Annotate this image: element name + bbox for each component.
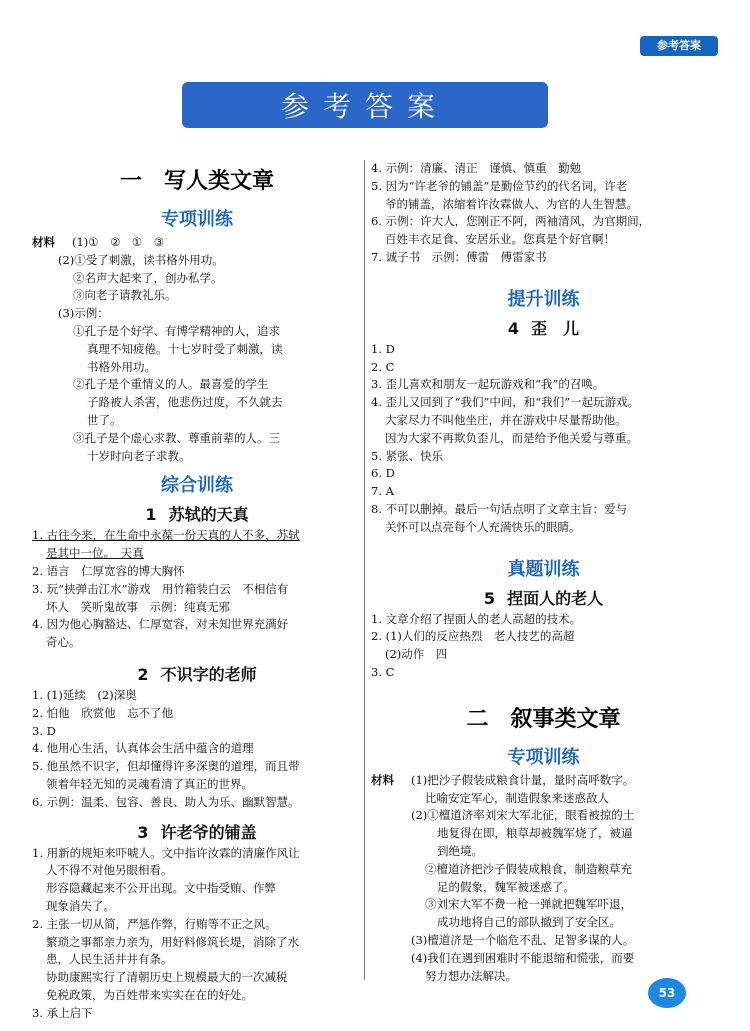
page-title: 参考答案	[280, 90, 449, 123]
article-title: 歪 儿	[531, 318, 580, 338]
answer-line: 1. D	[371, 341, 395, 356]
answer-line: 4. 因为他心胸豁达、仁厚宽容，对未知世界充满好	[32, 617, 289, 632]
answer-line: 成功地将自己的部队撤到了安全区。	[437, 915, 621, 930]
title-banner	[182, 82, 548, 128]
article-number: 4	[507, 318, 520, 338]
answer-line: 百姓丰衣足食、安居乐业。您真是个好官啊！	[385, 232, 615, 247]
answer-line: 4. 他用心生活，认真体会生活中蕴含的道理	[32, 741, 254, 756]
answer-line: 6. D	[371, 466, 395, 481]
answer-line: ②孔子是个重情义的人。最喜爱的学生	[73, 377, 269, 392]
article-title: 许老爷的铺盖	[160, 822, 257, 842]
answer-line: 4. 示例：清廉、清正 谨慎、慎重 勤勉	[371, 161, 582, 175]
answer-line: 5. 因为“许老爷的铺盖”是勤俭节约的代名词，许老	[371, 178, 628, 193]
section-heading-zhenti: 真题训练	[507, 558, 580, 580]
answer-line: 真理不知疲倦。十七岁时受了刺激，读	[87, 341, 283, 356]
answer-line: 比喻安定军心，制造假象来迷惑敌人	[425, 790, 609, 805]
article-5-heading	[371, 586, 716, 609]
answer-line: 奇心。	[46, 635, 81, 650]
answer-line: 爷的铺盖，浓缩着许汝霖做人、为官的人生智慧。	[385, 196, 638, 211]
answer-line: 2. (1)人们的反应热烈 老人技艺的高超	[371, 629, 575, 644]
answer-line: 7. A	[371, 484, 394, 499]
article-number: 5	[483, 588, 496, 608]
article-title: 不识字的老师	[160, 664, 257, 684]
left-column	[32, 160, 362, 1022]
answer-line: ③向老子请教礼乐。	[73, 288, 177, 303]
answer-line: 2. C	[371, 359, 395, 374]
answer-line: 6. 示例：温柔、包容、善良、助人为乐、幽默智慧。	[32, 794, 300, 809]
answer-line: 患，人民生活井井有条。	[46, 952, 173, 967]
answer-line: 3. 玩“挟弹击江水”游戏 用竹箱装白云 不相信有	[32, 581, 289, 596]
answer-line: 努力想办法解决。	[425, 968, 517, 983]
chapter-number: 一	[119, 169, 142, 194]
material-answers-2	[371, 772, 716, 986]
answer-line: 地复得在即，粮草却被魏军烧了，被逼	[437, 826, 633, 841]
answer-line: ②檀道济把沙子假装成粮食，制造粮草充	[425, 861, 632, 876]
answer-line: 十岁时向老子求教。	[87, 448, 191, 463]
answer-line: 3. C	[371, 664, 395, 679]
answer-line: 1. (1)延续 (2)深奥	[32, 687, 137, 702]
article-number: 1	[145, 505, 157, 525]
answer-line: 3. D	[32, 723, 56, 738]
answer-line: 免税政策，为百姓带来实实在在的好处。	[46, 987, 253, 1002]
article-1-heading	[32, 502, 362, 525]
material-label: 材料	[371, 772, 394, 787]
answer-key-tab: 参考答案	[640, 36, 718, 56]
answer-line: 是其中一位。 天真	[46, 546, 144, 561]
answer-line: (2)动作 四	[385, 647, 448, 662]
article-title: 苏轼的天真	[168, 505, 249, 525]
chapter-2-heading	[371, 702, 716, 733]
material-answers	[32, 234, 362, 465]
answer-line: 到绝境。	[437, 843, 483, 858]
article-title: 捏面人的老人	[507, 588, 604, 608]
answer-line: 现象消失了。	[46, 898, 115, 913]
answer-line: 3. 歪儿喜欢和朋友一起玩游戏和“我”的召唤。	[371, 377, 605, 392]
answer-line: 协助康熙实行了清朝历史上规模最大的一次减税	[46, 970, 288, 985]
answer-line: 大家尽力不叫他坐庄，并在游戏中尽量帮助他。	[385, 412, 627, 427]
chapter-1-heading	[32, 164, 362, 195]
page-number: 53	[648, 978, 686, 1008]
answer-line: 6. 示例：许大人，您刚正不阿，两袖清风，为官期间，	[371, 214, 651, 229]
article-3-heading	[32, 820, 362, 843]
article-number: 2	[137, 664, 149, 684]
answer-line: ①孔子是个好学、有博学精神的人，追求	[73, 323, 280, 338]
section-heading-zhuanxiang-2: 专项训练	[507, 746, 580, 768]
answer-line: (1)把沙子假装成粮食计量，量时高呼数字。	[411, 772, 635, 787]
answer-line: 4. 歪儿又回到了“我们”中间，和“我们”一起玩游戏。	[371, 395, 640, 410]
answer-line: ③刘宋大军不费一枪一弹就把魏军吓退，	[425, 897, 632, 912]
chapter-title: 叙事类文章	[510, 706, 621, 732]
answer-line: (1)① ② ① ③	[72, 235, 165, 249]
article-4-heading	[371, 316, 716, 339]
answer-line: 人不得不对他另眼相看。	[46, 863, 173, 878]
answer-line: 世了。	[87, 412, 122, 427]
answer-line: 领着年轻无知的灵魂看清了真正的世界。	[46, 776, 253, 791]
answer-line: 2. 怕他 欣赏他 忘不了他	[32, 705, 174, 720]
answer-line: (2)①檀道济率刘宋大军北征，眼看被掠的土	[411, 808, 635, 823]
chapter-number: 二	[466, 706, 489, 732]
answer-line: (3)檀道济是一个临危不乱、足智多谋的人。	[411, 932, 635, 947]
section-heading-zonghe: 综合训练	[161, 475, 233, 497]
answer-line: 2. 语言 仁厚宽容的博大胸怀	[32, 563, 185, 578]
answer-line: 5. 紧张、快乐	[371, 448, 444, 463]
answer-line: (3)示例：	[58, 306, 109, 321]
answer-line: 书格外用功。	[87, 359, 156, 374]
article-2-heading	[32, 662, 362, 685]
chapter-title: 写人类文章	[164, 169, 275, 194]
answer-line: 1. 文章介绍了捏面人的老人高超的技术。	[371, 611, 582, 626]
answer-line: 2. 主张一切从简，严惩作弊，行贿等不正之风。	[32, 916, 277, 931]
answer-line: 1. 古往今来，在生命中永葆一份天真的人不多，苏轼	[32, 528, 300, 543]
section-heading-tisheng: 提升训练	[507, 288, 580, 310]
answer-line: 8. 不可以删掉。最后一句话点明了文章主旨：爱与	[371, 501, 628, 516]
material-label: 材料	[32, 235, 55, 249]
answer-line: 7. 诚子书 示例：傅雷 傅雷家书	[371, 249, 547, 264]
answer-line: (2)①受了刺激，读书格外用功。	[58, 252, 224, 267]
answer-line: ③孔子是个虚心求教、尊重前辈的人。三	[73, 430, 280, 445]
column-divider	[364, 160, 365, 980]
answer-line: (4)我们在遇到困难时不能退缩和慌张，而要	[411, 950, 635, 965]
answer-line: 1. 用新的规矩来吓唬人。文中指许汝霖的清廉作风让	[32, 845, 300, 860]
answer-line: 坏人 笑听鬼故事 示例：纯真无邪	[46, 599, 230, 614]
answer-line: 子路被人杀害，他悲伤过度，不久就去	[87, 395, 283, 410]
answer-line: 关怀可以点亮每个人充满快乐的眼睛。	[385, 519, 581, 534]
answer-line: 足的假象，魏军被迷惑了。	[437, 879, 575, 894]
answer-line: 5. 他虽然不识字，但却懂得许多深奥的道理，而且带	[32, 759, 300, 774]
answer-line: 形容隐藏起来不公开出现。文中指受贿、作弊	[46, 881, 276, 896]
answer-line: ②名声大起来了，创办私学。	[73, 270, 223, 285]
section-heading-zhuanxiang: 专项训练	[161, 209, 233, 230]
right-column	[371, 160, 716, 985]
answer-line: 繁琐之事都亲力亲为，用好料修筑长堤，消除了水	[46, 934, 299, 949]
answer-line: 因为大家不再欺负歪儿，而是给予他关爱与尊重。	[385, 430, 638, 445]
article-number: 3	[137, 822, 149, 842]
answer-line: 3. 承上启下	[32, 1005, 93, 1020]
